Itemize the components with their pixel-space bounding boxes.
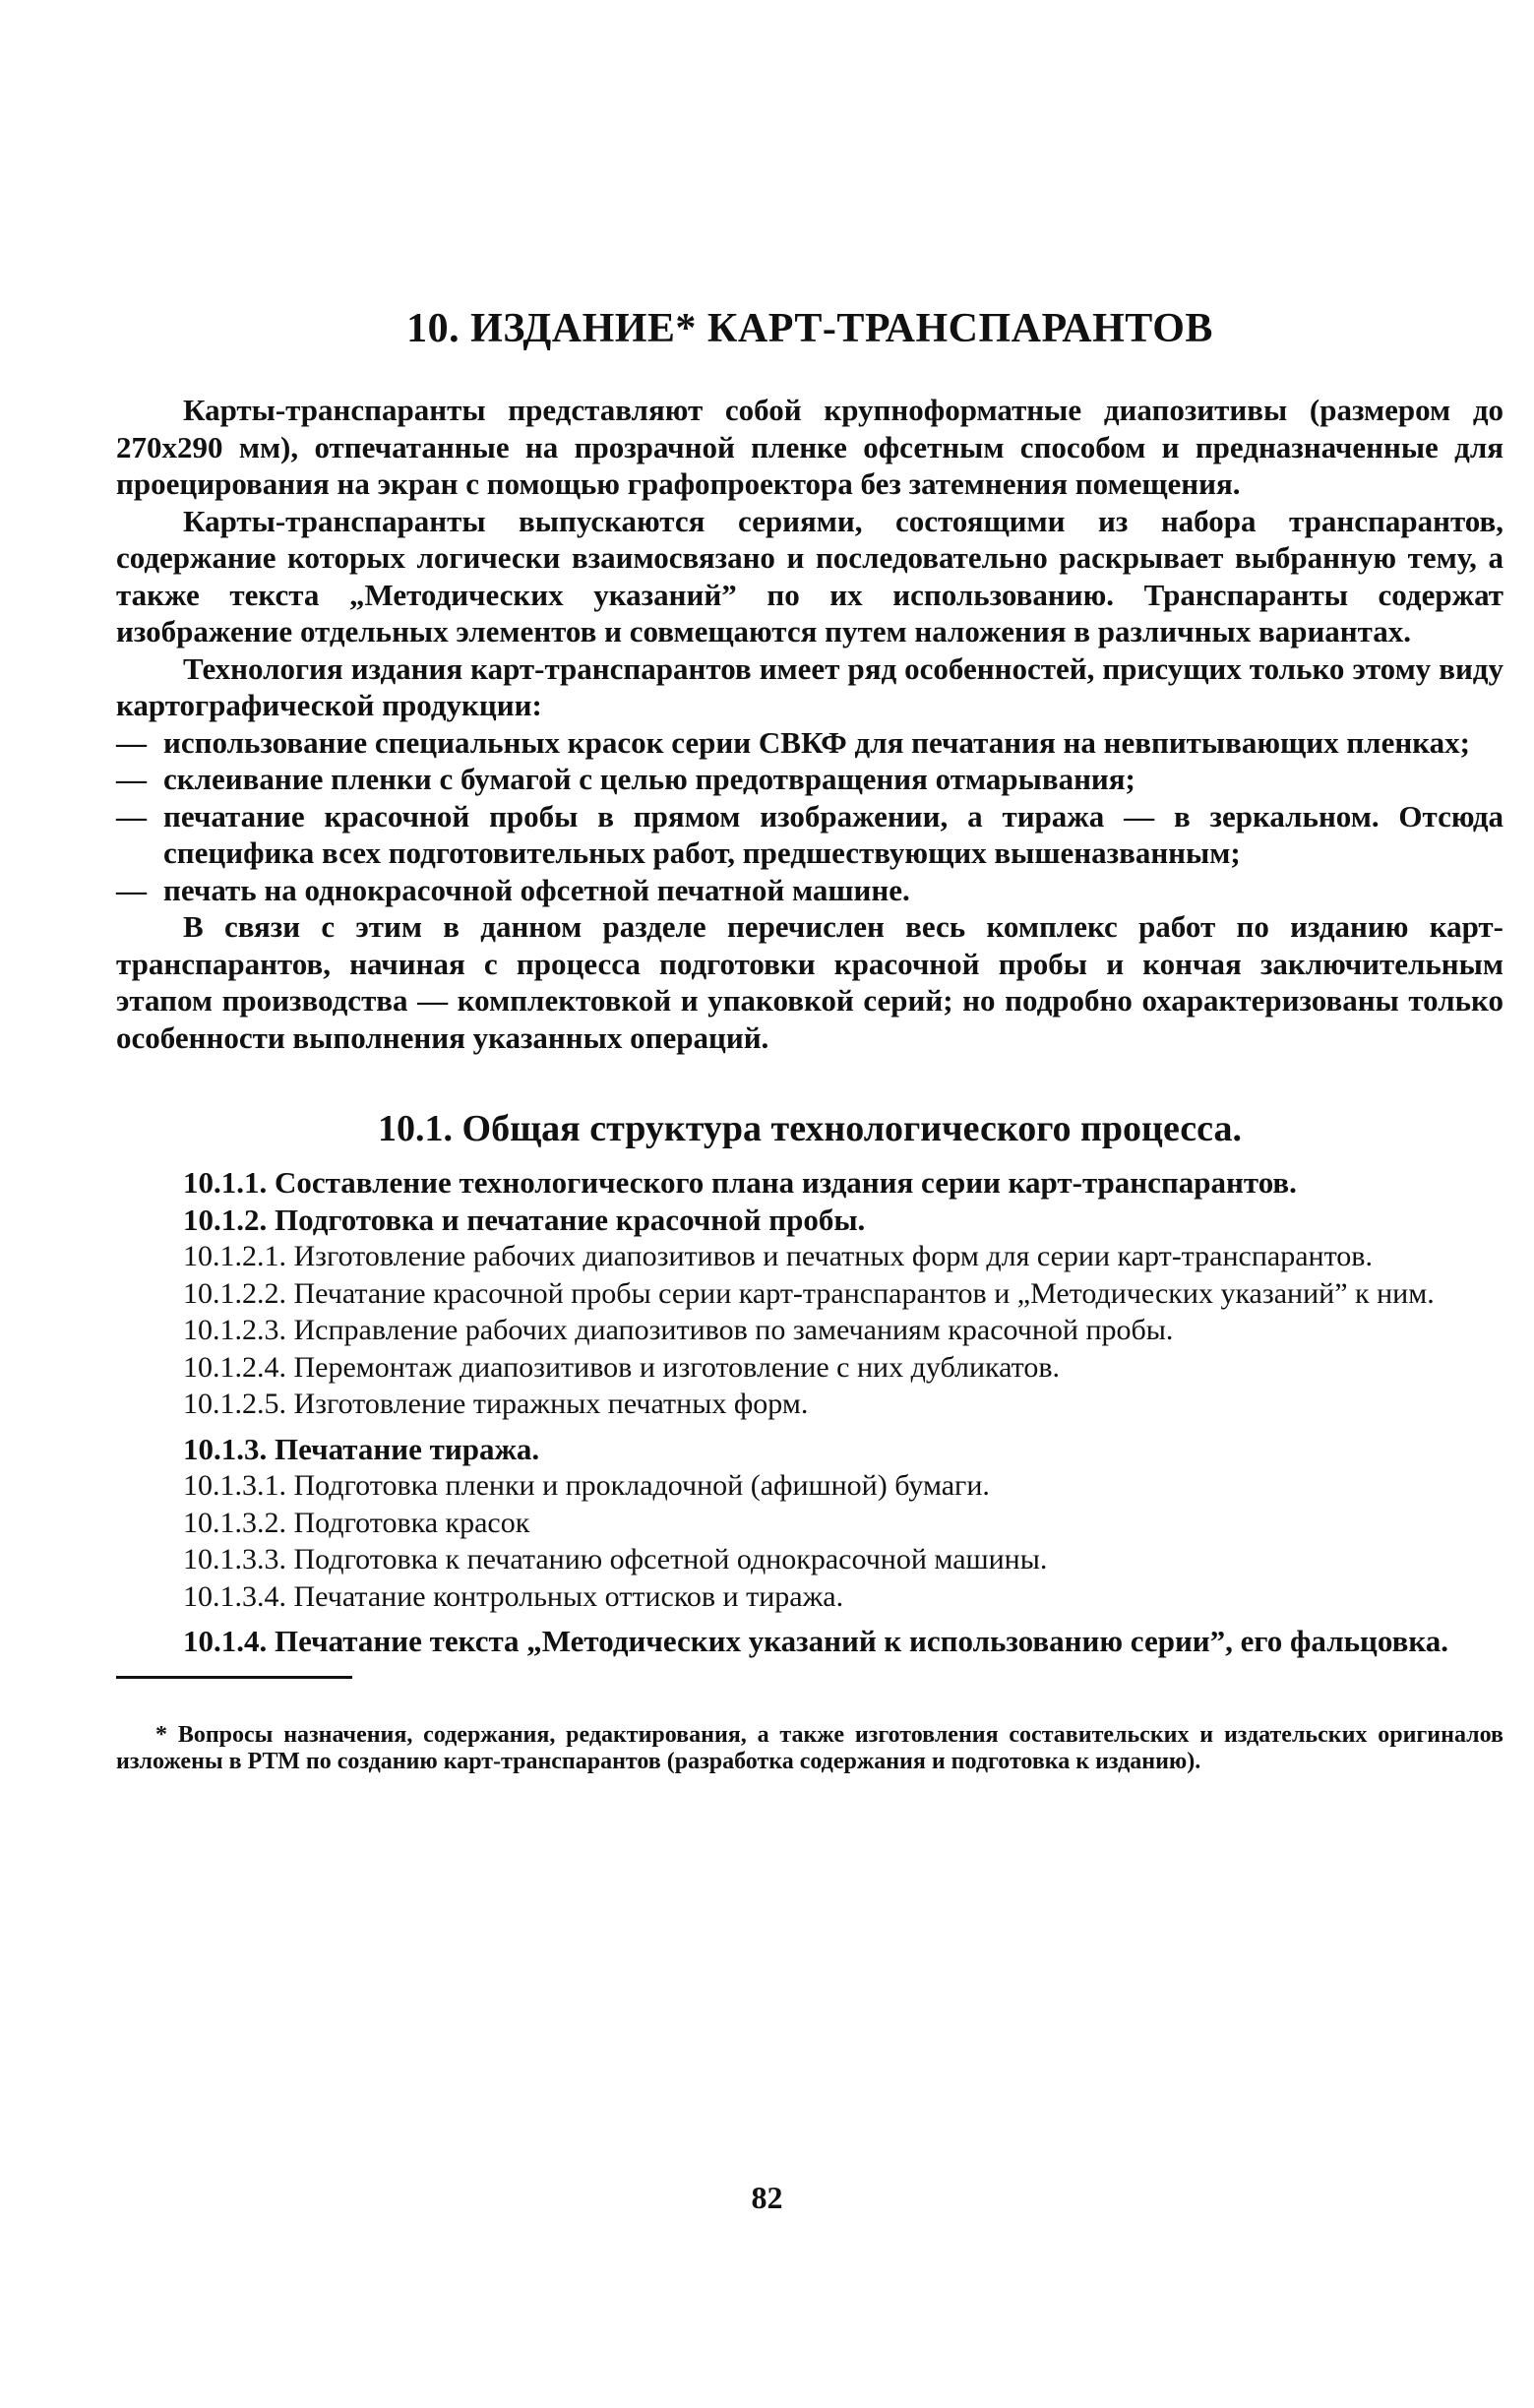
chapter-title: 10. ИЗДАНИЕ* КАРТ-ТРАНСПАРАНТОВ <box>406 306 1213 351</box>
step-item: 10.1.3.1. Подготовка пленки и прокладочной (афишной) бумаги. <box>183 1469 990 1502</box>
section-heading: 10.1. Общая структура технологического процесса. <box>378 1108 1242 1149</box>
feature-text: использование специальных красок серии СВКФ для печатания на невпитывающих пленках; <box>163 724 1470 760</box>
step-item: 10.1.2.1. Изготовление рабочих диапозитивов и печатных форм для серии карт-транспарантов. <box>183 1240 1373 1272</box>
intro-paragraph-2: Карты-транспаранты выпускаются сериями, состоящими из набора транспарантов, содержание которых логически взаимосвязано и последовательно раскрывает выбранную тему, а также текста „Методических указаний” по их использованию. Транспаранты содержат изображение отдельных элементов и совмещаются путем наложения в различных вариантах. <box>116 503 1503 648</box>
intro-paragraph-3: Технология издания карт-транспарантов имеет ряд особенностей, присущих только этому виду картографической продукции: <box>116 650 1503 722</box>
footnote: * Вопросы назначения, содержания, редактирования, а также изготовления составительских и издательских оригиналов изложены в РТМ по созданию карт-транспарантов (разработка содержания и подготовка к изданию). <box>116 1721 1503 1774</box>
step-item: 10.1.3.4. Печатание контрольных оттисков и тиража. <box>183 1579 844 1613</box>
step-item: 10.1.2.3. Исправление рабочих диапозитивов по замечаниям красочной пробы. <box>183 1314 1174 1346</box>
feature-item <box>116 761 1503 798</box>
dash-marker: — <box>116 762 147 796</box>
step-item: 10.1.2.2. Печатание красочной пробы серии карт-транспарантов и „Методических указаний” к ним. <box>183 1276 1435 1310</box>
subsection-heading: 10.1.1. Составление технологического плана издания серии карт-транспарантов. <box>183 1165 1297 1200</box>
dash-marker: — <box>116 724 147 760</box>
step-item: 10.1.2.4. Перемонтаж диапозитивов и изготовление с них дубликатов. <box>183 1350 1061 1384</box>
feature-text: печатание красочной пробы в прямом изображении, а тиража — в зеркальном. Отсюда специфика всех подготовительных работ, предшествующих вышеназванным; <box>163 798 1503 870</box>
feature-item <box>116 872 1503 909</box>
subsection-heading: 10.1.4. Печатание текста „Методических указаний к использованию серии”, его фальцовка. <box>183 1624 1448 1658</box>
page-number: 82 <box>751 2180 783 2215</box>
subsection-heading: 10.1.3. Печатание тиража. <box>183 1431 540 1466</box>
step-item: 10.1.3.2. Подготовка красок <box>183 1506 530 1539</box>
step-item: 10.1.2.5. Изготовление тиражных печатных форм. <box>183 1388 809 1420</box>
intro-paragraph-1: Карты-транспаранты представляют собой крупноформатные диапозитивы (размером до 270х290 мм), отпечатанные на прозрачной пленке офсетным способом и предназначенные для проецирования на экран с помощью графопроектора без затемнения помещения. <box>116 393 1503 501</box>
feature-text: печать на однокрасочной офсетной печатной машине. <box>163 872 910 907</box>
step-item: 10.1.3.3. Подготовка к печатанию офсетной однокрасочной машины. <box>183 1543 1048 1575</box>
page-content <box>116 305 1503 1775</box>
closing-paragraph: В связи с этим в данном разделе перечислен весь комплекс работ по изданию карт-транспарантов, начиная с процесса подготовки красочной пробы и кончая заключительным этапом производства — комплектовкой и упаковкой серий; но подробно охарактеризованы только особенности выполнения указанных операций. <box>116 909 1503 1055</box>
dash-marker: — <box>116 872 147 907</box>
feature-item <box>116 724 1503 762</box>
footnote-divider <box>116 1676 352 1679</box>
subsection-heading: 10.1.2. Подготовка и печатание красочной пробы. <box>183 1202 866 1237</box>
dash-marker: — <box>116 798 147 834</box>
feature-item <box>116 798 1503 872</box>
feature-text: склеивание пленки с бумагой с целью предотвращения отмарывания; <box>163 762 1135 796</box>
